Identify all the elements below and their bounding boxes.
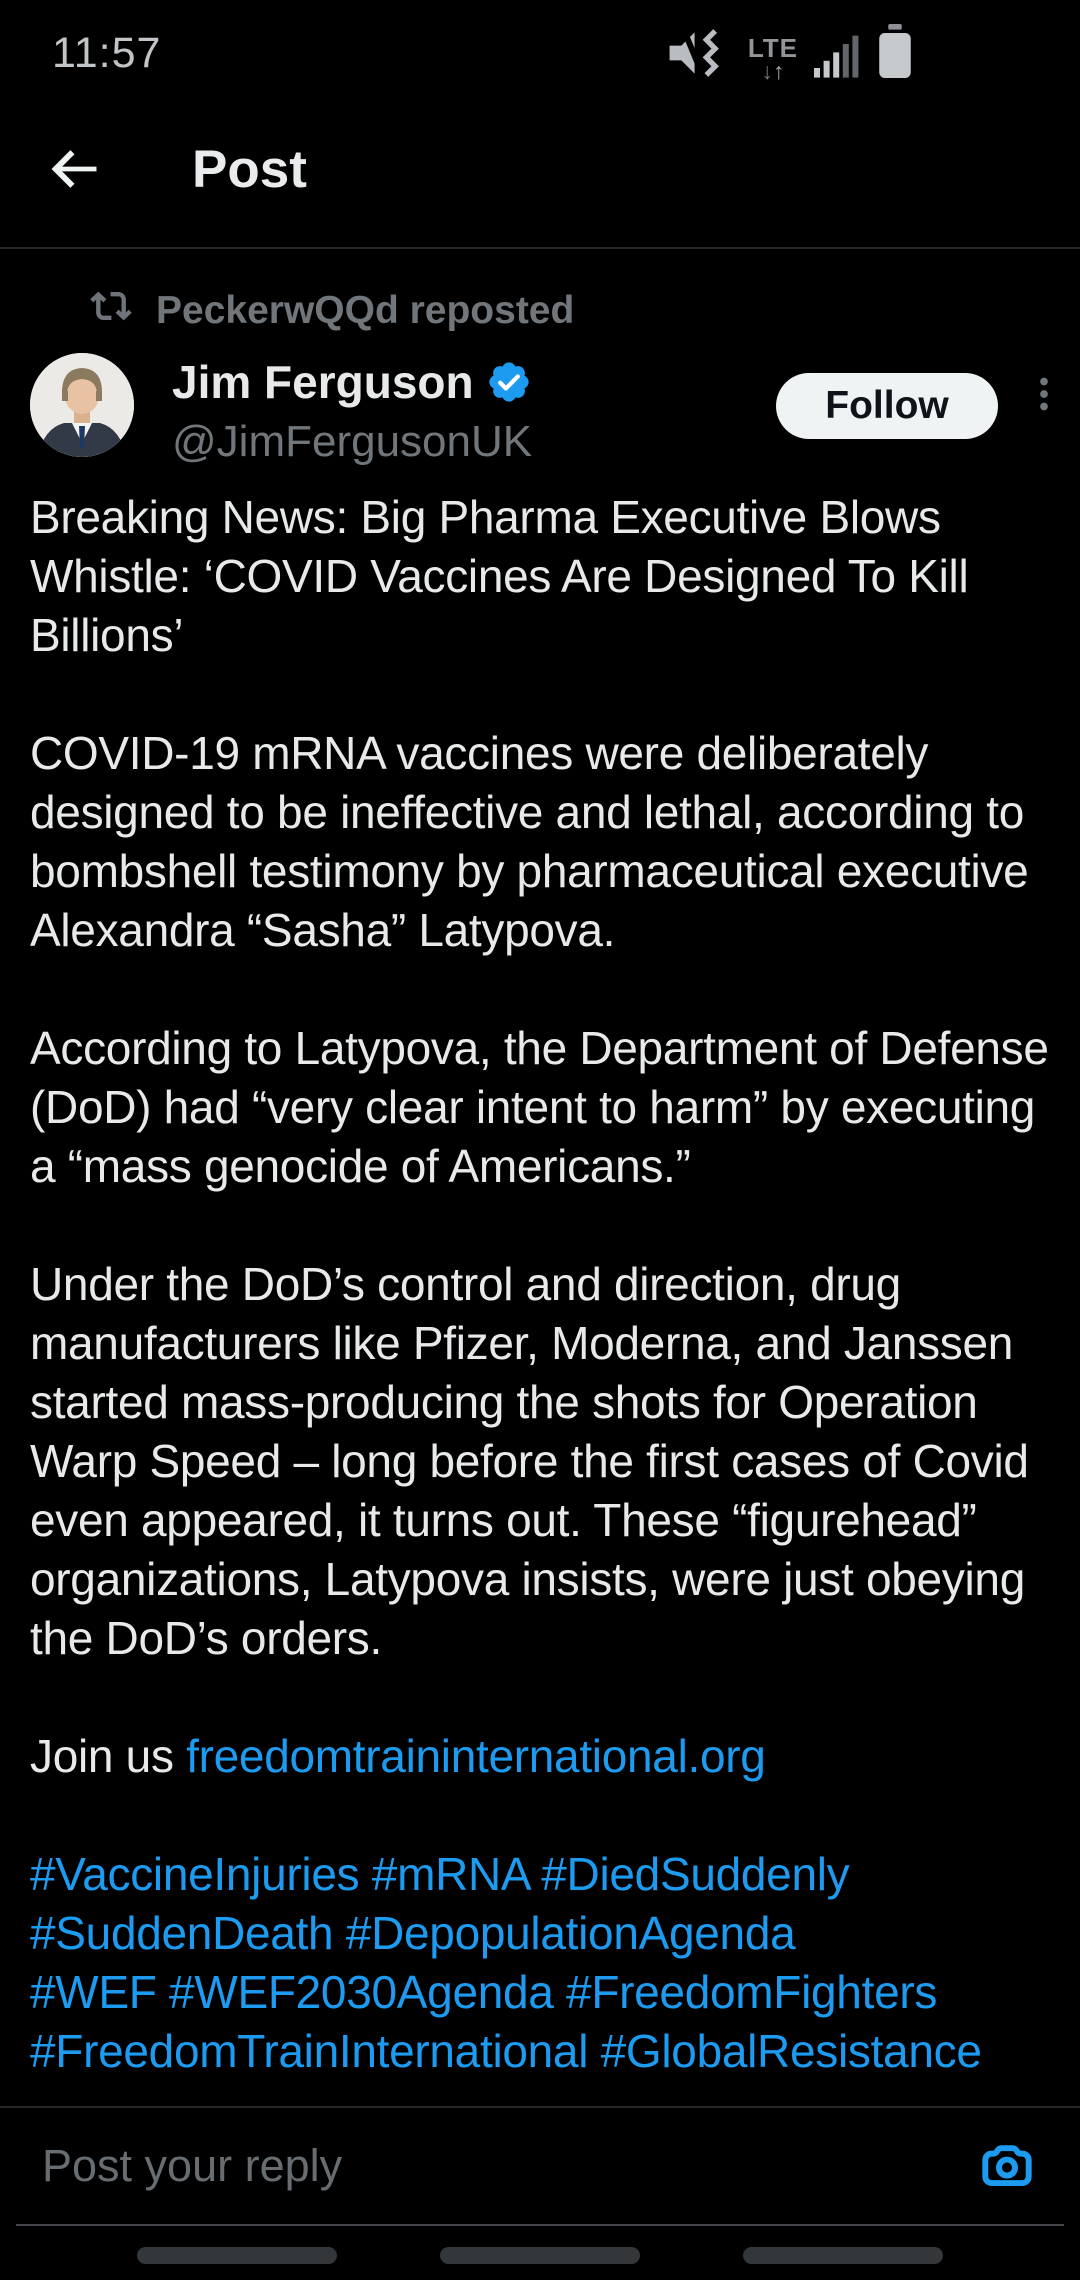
page-title: Post <box>192 140 307 199</box>
tweet-join-line <box>30 1727 1050 1786</box>
post-header <box>0 92 1080 249</box>
bottom-divider <box>16 2224 1064 2226</box>
arrow-left-icon <box>45 140 103 198</box>
tweet-paragraph: According to Latypova, the Department of Defense (DoD) had “very clear intent to harm” by executing a “mass genocide of Americans.” <box>30 1021 1049 1192</box>
bottom-navigation-bar[interactable] <box>0 2224 1080 2280</box>
tweet-paragraph: COVID-19 mRNA vaccines were deliberately designed to be ineffective and lethal, according to bombshell testimony by pharmaceutical executive Alexandra “Sasha” Latypova. <box>30 726 1029 956</box>
signal-strength-icon <box>814 34 862 83</box>
author-row <box>30 353 1050 466</box>
network-type-label: LTE <box>747 32 798 63</box>
follow-button[interactable]: Follow <box>776 373 998 439</box>
author-name: Jim Ferguson <box>172 356 474 408</box>
reply-input[interactable] <box>42 2140 956 2192</box>
repost-icon <box>90 285 132 337</box>
more-options-button[interactable] <box>1038 377 1050 414</box>
tweet-body <box>30 488 1050 2081</box>
verified-badge-icon <box>486 359 532 405</box>
back-button[interactable] <box>44 140 104 200</box>
vibrate-mute-icon <box>666 28 732 83</box>
post-content <box>0 251 1080 2081</box>
clock-time: 11:57 <box>52 28 162 77</box>
hashtag-line[interactable]: #FreedomTrainInternational #GlobalResistance <box>30 2024 982 2077</box>
repost-banner-text: PeckerwQQd reposted <box>156 289 575 332</box>
avatar[interactable] <box>30 353 134 457</box>
reply-bar <box>0 2106 1080 2224</box>
hashtag-line[interactable]: #WEF #WEF2030Agenda #FreedomFighters <box>30 1965 938 2018</box>
nav-dash[interactable] <box>440 2247 640 2264</box>
nav-dash[interactable] <box>137 2247 337 2264</box>
nav-dash[interactable] <box>743 2247 943 2264</box>
data-arrows-icon: ↓↑ <box>761 57 785 84</box>
author-handle[interactable]: @JimFergusonUK <box>172 416 533 466</box>
battery-icon <box>878 24 912 83</box>
status-bar-icons <box>666 24 912 83</box>
camera-icon <box>976 2134 1038 2196</box>
nav-dashes <box>0 2247 1080 2264</box>
lte-data-arrows <box>747 32 798 84</box>
tweet-paragraph: Breaking News: Big Pharma Executive Blows Whistle: ‘COVID Vaccines Are Designed To Kill Billions’ <box>30 490 969 661</box>
external-link[interactable]: freedomtraininternational.org <box>186 1729 766 1782</box>
tweet-paragraph: Under the DoD’s control and direction, drug manufacturers like Pfizer, Moderna, and Janssen started mass-producing the shots for Operation Warp Speed – long before the first cases of Covid even appeared, it turns out. These “figurehead” organizations, Latypova insists, were just obeying the DoD’s orders. <box>30 1257 1029 1664</box>
hashtag-line[interactable]: #VaccineInjuries #mRNA #DiedSuddenly <box>30 1847 850 1900</box>
camera-button[interactable] <box>976 2134 1038 2199</box>
tweet-hashtags <box>30 1845 1050 2081</box>
author-name-line[interactable] <box>172 357 776 408</box>
author-info <box>172 353 776 466</box>
hashtag-line[interactable]: #SuddenDeath #DepopulationAgenda <box>30 1906 796 1959</box>
join-prefix-text: Join us <box>30 1729 187 1782</box>
repost-banner[interactable] <box>30 285 1050 337</box>
status-bar <box>0 0 1080 92</box>
ellipsis-vertical-icon <box>1038 377 1050 411</box>
